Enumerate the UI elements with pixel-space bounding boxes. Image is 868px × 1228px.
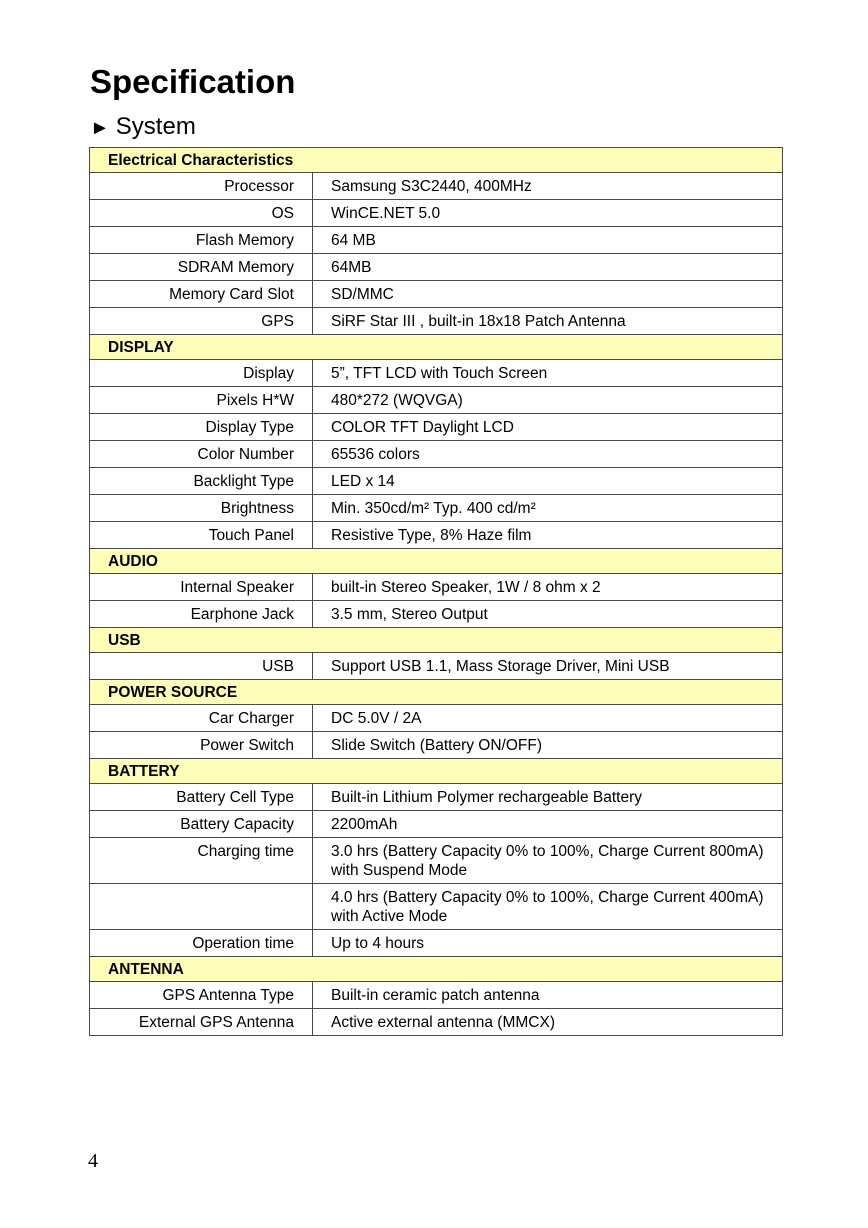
spec-label: Memory Card Slot bbox=[90, 281, 313, 308]
section-header-row bbox=[90, 628, 783, 653]
section-header: BATTERY bbox=[90, 759, 783, 784]
table-row bbox=[90, 173, 783, 200]
table-row bbox=[90, 811, 783, 838]
spec-label: Display bbox=[90, 360, 313, 387]
spec-value: Slide Switch (Battery ON/OFF) bbox=[313, 732, 783, 759]
section-header: DISPLAY bbox=[90, 335, 783, 360]
spec-label: Internal Speaker bbox=[90, 574, 313, 601]
page-title: Specification bbox=[90, 63, 296, 100]
page-number: 4 bbox=[88, 1150, 98, 1172]
table-row bbox=[90, 884, 783, 930]
section-header: AUDIO bbox=[90, 549, 783, 574]
spec-label: Earphone Jack bbox=[90, 601, 313, 628]
table-row bbox=[90, 468, 783, 495]
table-row bbox=[90, 653, 783, 680]
table-row bbox=[90, 254, 783, 281]
section-header: ANTENNA bbox=[90, 957, 783, 982]
spec-value: SD/MMC bbox=[313, 281, 783, 308]
table-row bbox=[90, 601, 783, 628]
spec-label: Backlight Type bbox=[90, 468, 313, 495]
spec-value: LED x 14 bbox=[313, 468, 783, 495]
spec-value: Active external antenna (MMCX) bbox=[313, 1009, 783, 1036]
spec-value: SiRF Star III , built-in 18x18 Patch Antenna bbox=[313, 308, 783, 335]
section-header-row bbox=[90, 957, 783, 982]
spec-label: SDRAM Memory bbox=[90, 254, 313, 281]
table-row bbox=[90, 387, 783, 414]
spec-label: Touch Panel bbox=[90, 522, 313, 549]
spec-value: Samsung S3C2440, 400MHz bbox=[313, 173, 783, 200]
spec-label: GPS Antenna Type bbox=[90, 982, 313, 1009]
spec-value: 480*272 (WQVGA) bbox=[313, 387, 783, 414]
spec-label: Color Number bbox=[90, 441, 313, 468]
spec-label: GPS bbox=[90, 308, 313, 335]
spec-table-body bbox=[90, 148, 783, 1036]
spec-value: 64 MB bbox=[313, 227, 783, 254]
section-heading bbox=[90, 112, 196, 143]
table-row bbox=[90, 982, 783, 1009]
table-row bbox=[90, 930, 783, 957]
spec-value: 3.5 mm, Stereo Output bbox=[313, 601, 783, 628]
spec-value: WinCE.NET 5.0 bbox=[313, 200, 783, 227]
table-row bbox=[90, 574, 783, 601]
spec-label: Pixels H*W bbox=[90, 387, 313, 414]
spec-label: Display Type bbox=[90, 414, 313, 441]
spec-label: USB bbox=[90, 653, 313, 680]
section-header-row bbox=[90, 335, 783, 360]
spec-value: 3.0 hrs (Battery Capacity 0% to 100%, Charge Current 800mA) with Suspend Mode bbox=[313, 838, 783, 884]
table-row bbox=[90, 308, 783, 335]
table-row bbox=[90, 784, 783, 811]
table-row bbox=[90, 360, 783, 387]
spec-value: 64MB bbox=[313, 254, 783, 281]
section-header: Electrical Characteristics bbox=[90, 148, 783, 173]
spec-value: Up to 4 hours bbox=[313, 930, 783, 957]
spec-label: Charging time bbox=[90, 838, 313, 884]
spec-label: Processor bbox=[90, 173, 313, 200]
spec-value: COLOR TFT Daylight LCD bbox=[313, 414, 783, 441]
table-row bbox=[90, 495, 783, 522]
table-row bbox=[90, 838, 783, 884]
spec-label: Battery Capacity bbox=[90, 811, 313, 838]
spec-value: 5”, TFT LCD with Touch Screen bbox=[313, 360, 783, 387]
table-row bbox=[90, 281, 783, 308]
table-row bbox=[90, 414, 783, 441]
arrow-right-icon: ► bbox=[90, 117, 110, 139]
spec-value: Built-in ceramic patch antenna bbox=[313, 982, 783, 1009]
spec-label: OS bbox=[90, 200, 313, 227]
spec-label: External GPS Antenna bbox=[90, 1009, 313, 1036]
spec-label: Car Charger bbox=[90, 705, 313, 732]
table-row bbox=[90, 522, 783, 549]
section-header-row bbox=[90, 680, 783, 705]
spec-label: Operation time bbox=[90, 930, 313, 957]
spec-value: Resistive Type, 8% Haze film bbox=[313, 522, 783, 549]
table-row bbox=[90, 732, 783, 759]
table-row bbox=[90, 200, 783, 227]
spec-label bbox=[90, 884, 313, 930]
spec-value: DC 5.0V / 2A bbox=[313, 705, 783, 732]
section-header: USB bbox=[90, 628, 783, 653]
spec-label: Battery Cell Type bbox=[90, 784, 313, 811]
section-header: POWER SOURCE bbox=[90, 680, 783, 705]
spec-value: Built-in Lithium Polymer rechargeable Battery bbox=[313, 784, 783, 811]
section-heading-text: System bbox=[115, 113, 196, 140]
section-header-row bbox=[90, 759, 783, 784]
spec-value: 2200mAh bbox=[313, 811, 783, 838]
spec-value: 65536 colors bbox=[313, 441, 783, 468]
spec-value: built-in Stereo Speaker, 1W / 8 ohm x 2 bbox=[313, 574, 783, 601]
spec-table bbox=[89, 147, 783, 1036]
table-row bbox=[90, 227, 783, 254]
section-header-row bbox=[90, 148, 783, 173]
spec-value: Min. 350cd/m² Typ. 400 cd/m² bbox=[313, 495, 783, 522]
spec-label: Brightness bbox=[90, 495, 313, 522]
table-row bbox=[90, 1009, 783, 1036]
spec-value: 4.0 hrs (Battery Capacity 0% to 100%, Charge Current 400mA) with Active Mode bbox=[313, 884, 783, 930]
table-row bbox=[90, 441, 783, 468]
spec-label: Flash Memory bbox=[90, 227, 313, 254]
spec-value: Support USB 1.1, Mass Storage Driver, Mini USB bbox=[313, 653, 783, 680]
section-header-row bbox=[90, 549, 783, 574]
table-row bbox=[90, 705, 783, 732]
spec-label: Power Switch bbox=[90, 732, 313, 759]
